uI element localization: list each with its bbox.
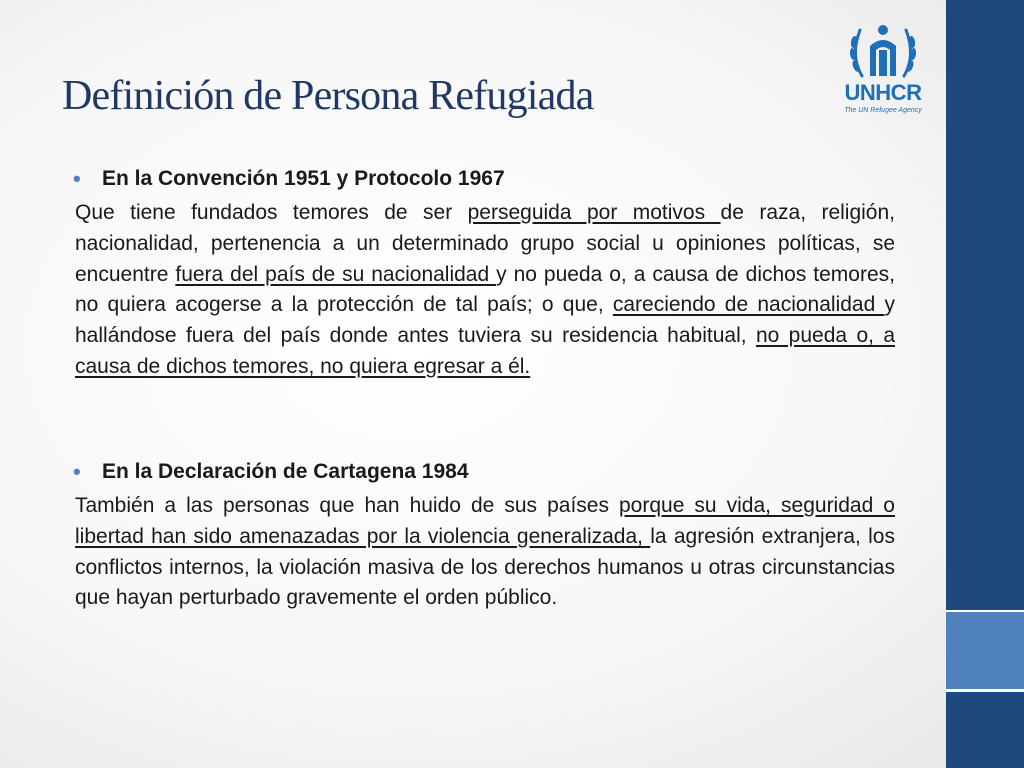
paragraph-text: y hallándose fuera del país donde antes tuviera su residencia habitual, bbox=[75, 293, 895, 348]
section-paragraph bbox=[75, 198, 895, 383]
paragraph-text: y no pueda o, a causa de dichos temores, no quiera acogerse a la protección de tal país; o que, bbox=[75, 262, 895, 317]
section-heading: En la Convención 1951 y Protocolo 1967 bbox=[102, 167, 505, 190]
paragraph-underlined-text: porque su vida, seguridad o libertad han sido amenazadas por la violencia generalizada, bbox=[75, 494, 895, 548]
paragraph-text: de raza, religión, nacionalidad, pertenencia a un determinado grupo social u opiniones políticas, se encuentre bbox=[75, 201, 895, 286]
paragraph-text: También a las personas que han huido de sus países bbox=[75, 494, 619, 517]
bullet-heading bbox=[75, 457, 895, 487]
paragraph-text: la agresión extranjera, los conflictos internos, la violación masiva de los derechos humanos u otras circunstancias que hayan perturbado gravemente el orden público. bbox=[75, 524, 895, 610]
section-convencion bbox=[75, 164, 895, 383]
section-heading: En la Declaración de Cartagena 1984 bbox=[102, 460, 469, 483]
section-cartagena bbox=[75, 457, 895, 614]
paragraph-underlined-text: no pueda o, a causa de dichos temores, no quiera egresar a él. bbox=[75, 324, 896, 378]
bullet-heading bbox=[75, 164, 895, 194]
paragraph-underlined-text: careciendo de nacionalidad bbox=[612, 293, 885, 317]
paragraph-underlined-text: fuera del país de su nacionalidad bbox=[175, 262, 497, 286]
bullet-icon: • bbox=[73, 166, 81, 191]
logo-wordmark: UNHCR bbox=[844, 80, 922, 105]
paragraph-text: Que tiene fundados temores de ser bbox=[75, 201, 468, 224]
logo-tagline: The UN Refugee Agency bbox=[844, 107, 922, 114]
slide-title: Definición de Persona Refugiada bbox=[62, 73, 594, 119]
paragraph-underlined-text: perseguida por motivos bbox=[467, 201, 721, 224]
section-paragraph bbox=[75, 491, 895, 614]
bullet-icon: • bbox=[73, 459, 81, 484]
side-bar-divider-bottom bbox=[946, 689, 1024, 692]
side-bar-accent bbox=[946, 612, 1024, 689]
